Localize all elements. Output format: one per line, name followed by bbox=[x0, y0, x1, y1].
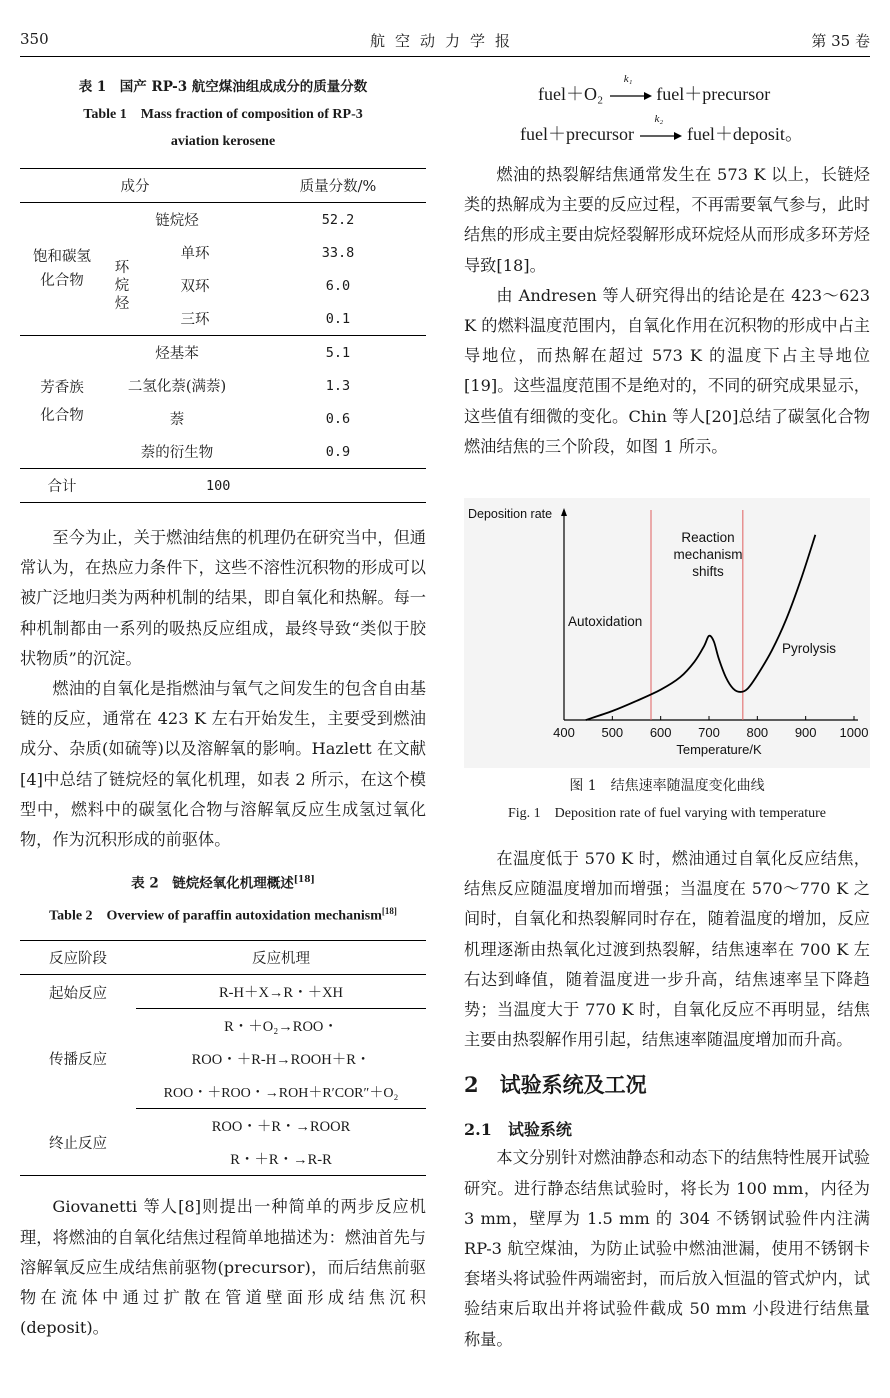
table1-cell: 链烷烃 bbox=[155, 213, 199, 229]
table1-caption-en-2: aviation kerosene bbox=[170, 134, 276, 149]
paragraph: Giovanetti 等人[8]则提出一种简单的两步反应机理，将燃油的自氧化结焦过程简单地描述为：燃油首先与溶解氧反应生成结焦前驱物(precursor)，而后结焦前驱物在流体中通过扩散在管道壁面形成结焦沉积(deposit)。 bbox=[20, 1197, 426, 1338]
paragraph: 本文分别针对燃油静态和动态下的结焦特性展开试验研究。进行静态结焦试验时，将长为 100 mm，内径为 3 mm，壁厚为 1.5 mm 的 304 不锈钢试验件内注满 RP-3 航空煤油，为防止试验中燃油泄漏，使用不锈钢卡套堵头将试验件两端密封，而后放入恒温的管式炉内，试验结束后取出并将试验件截成 50 mm 小段进行结焦量称量。 bbox=[464, 1148, 870, 1349]
table1-value: 6.0 bbox=[325, 277, 351, 294]
table2-reaction: R・＋O₂→ROO・ bbox=[136, 1009, 426, 1043]
paragraph: 燃油的热裂解结焦通常发生在 573 K 以上，长链烃类的热解成为主要的反应过程，不再需要氧气参与，此时结焦的形成主要由烷烃裂解形成环烷烃从而形成多环芳烃导致[18]。 bbox=[464, 165, 870, 275]
table1-cell: 萘的衍生物 bbox=[140, 445, 214, 461]
table2-reaction: ROO・＋ROO・→ROH＋R′COR″＋O₂ bbox=[163, 1085, 399, 1101]
x-tick-label: 1000 bbox=[839, 725, 869, 740]
x-tick-label: 800 bbox=[746, 725, 769, 740]
table1-value: 0.9 bbox=[325, 443, 351, 460]
eq2-lhs: fuel＋precursor bbox=[520, 124, 634, 144]
figure-caption-en: Fig. 1 Deposition rate of fuel varying with temperature bbox=[507, 806, 827, 821]
reaction-arrow-icon bbox=[608, 72, 652, 105]
table1-ring-label: 环 烷 烃 bbox=[114, 259, 130, 312]
table2-caption bbox=[20, 867, 426, 929]
table2-header-mechanism: 反应机理 bbox=[136, 941, 426, 975]
table2-reaction: ROO・＋R・→ROOR bbox=[136, 1109, 426, 1143]
table1-caption-cn: 表 1 国产 RP-3 航空煤油组成成分的质量分数 bbox=[78, 79, 368, 95]
eq2-rate-constant: k₂ bbox=[654, 112, 664, 125]
table1-header-fraction: 质量分数/% bbox=[250, 169, 426, 203]
table1-caption-en-1: Table 1 Mass fraction of composition of RP-3 bbox=[83, 107, 363, 122]
table1-value: 33.8 bbox=[321, 244, 355, 261]
table2-stage: 起始反应 bbox=[49, 985, 107, 1002]
table1-cell: 三环 bbox=[180, 312, 210, 328]
table2-reaction: R・＋R・→R-R bbox=[136, 1142, 426, 1176]
table1-group-aromatic: 芳香族 化合物 bbox=[20, 336, 104, 469]
figure-1 bbox=[464, 498, 870, 768]
figure-1-caption bbox=[464, 772, 870, 828]
annotation-pyrolysis: Pyrolysis bbox=[782, 641, 837, 656]
y-axis-label: Deposition rate bbox=[468, 507, 553, 521]
deposition-rate-chart bbox=[464, 498, 870, 768]
table2-caption-cn: 表 2 链烷烃氧化机理概述[18] bbox=[131, 875, 315, 892]
table1 bbox=[20, 168, 426, 503]
table2-header-stage: 反应阶段 bbox=[20, 941, 136, 975]
x-tick-label: 700 bbox=[698, 725, 720, 740]
eq2-tail: 。 bbox=[784, 124, 803, 144]
figure-caption-cn: 图 1 结焦速率随温度变化曲线 bbox=[569, 778, 765, 794]
table1-value: 0.1 bbox=[325, 310, 351, 327]
eq1-rhs: fuel＋precursor bbox=[656, 84, 771, 104]
table2 bbox=[20, 940, 426, 1176]
table1-cell: 双环 bbox=[180, 279, 210, 295]
section-heading-2: 2 试验系统及工况 bbox=[464, 1072, 647, 1098]
section-heading-2-1: 2.1 试验系统 bbox=[464, 1120, 572, 1140]
page-header bbox=[20, 30, 870, 54]
paragraph: 燃油的自氧化是指燃油与氧气之间发生的包含自由基链的反应，通常在 423 K 左右开始发生，主要受到燃油成分、杂质(如硫等)以及溶解氧的影响。Hazlett 在文献[4]中总结了链烷烃的氧化机理，如表 2 所示，在这个模型中，燃料中的碳氢化合物与溶解氧反应生成氢过氧化物，作为沉积形成的前驱体。 bbox=[20, 679, 426, 850]
journal-name: 航空动力学报 bbox=[369, 32, 520, 50]
x-tick-label: 600 bbox=[649, 725, 672, 740]
y-axis-arrow bbox=[561, 508, 567, 516]
paragraph: 由 Andresen 等人研究得出的结论是在 423～623 K 的燃料温度范围内，自氧化作用在沉积物的形成中占主导地位，而热解在超过 573 K 的温度下占主导地位[19]。这些温度范围不是绝对的，不同的研究成果显示，这些值有细微的变化。Chin 等人[20]总结了碳氢化合物燃油结焦的三个阶段，如图 1 所示。 bbox=[464, 285, 870, 456]
table1-cell: 烃基苯 bbox=[104, 336, 250, 370]
eq2-rhs: fuel＋deposit bbox=[686, 124, 785, 144]
table1-header-component: 成分 bbox=[20, 169, 250, 203]
eq1-lhs: fuel＋O₂ bbox=[538, 84, 604, 104]
table1-cell: 单环 bbox=[180, 246, 210, 262]
paragraph: 在温度低于 570 K 时，燃油通过自氧化反应结焦，结焦反应随温度增加而增强；当温度在 570～770 K 之间时，自氧化和热裂解同时存在，随着温度的增加，反应机理逐渐由热氧化过渡到热裂解，结焦速率在 700 K 左右达到峰值，随着温度进一步升高，结焦速率呈下降趋势；当温度大于 770 K 时，自氧化反应不再明显，结焦主要由热裂解作用引起，结焦速率随温度增加而升高。 bbox=[464, 849, 870, 1050]
right-column-lower bbox=[464, 844, 870, 1355]
table1-total-value: 100 bbox=[104, 469, 426, 503]
header-rule bbox=[20, 56, 870, 57]
right-column bbox=[464, 72, 870, 462]
table1-group-saturated: 饱和碳氢 化合物 bbox=[33, 249, 91, 289]
table2-caption-en: Table 2 Overview of paraffin autoxidation mechanism[18] bbox=[49, 905, 397, 924]
reaction-arrow-icon bbox=[638, 112, 682, 145]
left-column bbox=[20, 74, 426, 1343]
table1-total-label: 合计 bbox=[20, 469, 104, 503]
table1-value: 0.6 bbox=[325, 410, 351, 427]
eq1-rate-constant: k₁ bbox=[623, 72, 633, 85]
table1-cell: 二氢化萘(满萘) bbox=[127, 379, 227, 395]
page-number: 350 bbox=[20, 30, 49, 48]
annotation-autoxidation: Autoxidation bbox=[568, 614, 643, 629]
table1-cell: 萘 bbox=[169, 412, 185, 428]
x-tick-label: 900 bbox=[794, 725, 817, 740]
equation-1 bbox=[464, 72, 870, 120]
table1-value: 52.2 bbox=[321, 211, 355, 228]
x-tick-label: 400 bbox=[553, 725, 575, 740]
annotation-reaction: Reaction bbox=[681, 530, 735, 545]
table1-value: 5.1 bbox=[250, 336, 426, 370]
x-axis-label: Temperature/K bbox=[676, 742, 762, 757]
table2-stage: 传播反应 bbox=[49, 1052, 107, 1069]
table2-stage: 终止反应 bbox=[20, 1109, 136, 1176]
x-tick-label: 500 bbox=[601, 725, 624, 740]
table1-value: 1.3 bbox=[325, 377, 351, 394]
paragraph: 至今为止，关于燃油结焦的机理仍在研究当中，但通常认为，在热应力条件下，这些不溶性沉积物的形成可以被广泛地归类为两种机制的结果，即自氧化和热解。每一种机制都由一系列的吸热反应组成，最终导致“类似于胶状物质”的沉淀。 bbox=[20, 528, 426, 668]
table2-reaction: R-H＋X→R・＋XH bbox=[218, 985, 344, 1002]
annotation-mechanism: mechanism bbox=[673, 547, 743, 562]
volume-label: 第 35 卷 bbox=[811, 32, 870, 50]
annotation-shifts: shifts bbox=[692, 564, 724, 579]
equation-2 bbox=[464, 112, 870, 160]
table2-reaction: ROO・＋R-H→ROOH＋R・ bbox=[191, 1052, 371, 1069]
